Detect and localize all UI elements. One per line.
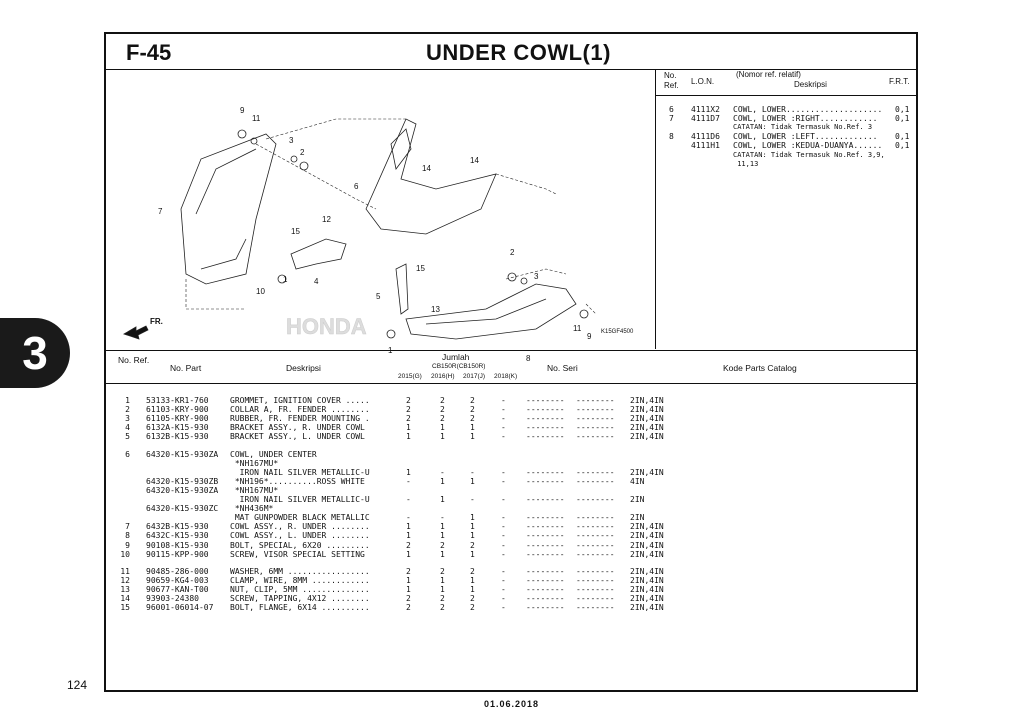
callout-1a: 1 bbox=[283, 275, 288, 284]
cell-kode: 2IN,4IN bbox=[630, 575, 664, 585]
cell-part: 90108-K15-930 bbox=[146, 540, 209, 550]
cell-q2: - bbox=[470, 467, 475, 477]
cell-q3: - bbox=[501, 584, 506, 594]
header-year-2018: 2018(K) bbox=[494, 373, 518, 380]
cell-q0: 1 bbox=[406, 522, 411, 532]
cell-q0: 1 bbox=[406, 423, 411, 433]
cell-desc: COWL ASSY., L. UNDER ........ bbox=[230, 531, 370, 541]
cell-q3: - bbox=[501, 603, 506, 613]
cell-s2: -------- bbox=[576, 603, 615, 613]
callout-5: 5 bbox=[376, 292, 381, 301]
table-row bbox=[106, 414, 916, 423]
cell-q1: 2 bbox=[440, 396, 445, 405]
cell-s1: -------- bbox=[526, 540, 565, 550]
cell-part: 90659-KG4-003 bbox=[146, 575, 209, 585]
callout-15a: 15 bbox=[291, 227, 300, 236]
cell-q3: - bbox=[501, 531, 506, 541]
header-noseri: No. Seri bbox=[547, 363, 578, 373]
cell-desc: COLLAR A, FR. FENDER ........ bbox=[230, 405, 370, 415]
cell-desc: COWL, UNDER CENTER bbox=[230, 449, 317, 459]
cell-q3: - bbox=[501, 549, 506, 559]
cell-desc: *NH167MU* bbox=[230, 485, 279, 495]
header-deskripsi: Deskripsi bbox=[286, 363, 321, 373]
table-row bbox=[106, 432, 916, 441]
center-cowl-shape bbox=[366, 119, 496, 234]
cell-kode: 2IN,4IN bbox=[630, 603, 664, 613]
cell-ref: 1 bbox=[125, 396, 130, 405]
cell-desc: SCREW, VISOR SPECIAL SETTING bbox=[230, 549, 365, 559]
cell-q2: 2 bbox=[470, 540, 475, 550]
chapter-tab: 3 bbox=[0, 318, 70, 388]
cell-s1: -------- bbox=[526, 414, 565, 424]
cell-ref: 8 bbox=[125, 531, 130, 541]
cell-ref: 10 bbox=[120, 549, 130, 559]
cell-ref: 7 bbox=[125, 522, 130, 532]
cell-part: 53133-KR1-760 bbox=[146, 396, 209, 405]
side-header-relatif: (Nomor ref. relatif) bbox=[736, 70, 801, 79]
cell-q0: 2 bbox=[406, 566, 411, 576]
cell-q0: - bbox=[406, 495, 411, 504]
callout-15b: 15 bbox=[416, 264, 425, 273]
page-title: UNDER COWL(1) bbox=[426, 40, 611, 65]
cell-q0: 2 bbox=[406, 405, 411, 415]
cell-q1: 2 bbox=[440, 594, 445, 603]
cell-s2: -------- bbox=[576, 584, 615, 594]
figure-code: F-45 bbox=[126, 40, 172, 65]
cell-q2: 1 bbox=[470, 513, 475, 523]
cell-kode: 2IN,4IN bbox=[630, 594, 664, 603]
cell-desc: MAT GUNPOWDER BLACK METALLIC bbox=[230, 513, 370, 523]
side-cell-ref: 8 bbox=[669, 132, 674, 141]
side-table-row bbox=[656, 123, 916, 132]
cell-q3: - bbox=[501, 396, 506, 405]
cell-s2: -------- bbox=[576, 414, 615, 424]
table-row bbox=[106, 405, 916, 414]
cell-q2: 2 bbox=[470, 414, 475, 424]
cell-q0: 1 bbox=[406, 575, 411, 585]
cell-q0: - bbox=[406, 513, 411, 523]
cell-q1: 2 bbox=[440, 414, 445, 424]
header-year-2016: 2016(H) bbox=[431, 373, 455, 380]
cell-ref: 15 bbox=[120, 603, 130, 613]
cell-q2: 1 bbox=[470, 584, 475, 594]
cell-ref: 4 bbox=[125, 423, 130, 433]
cell-part: 6432C-K15-930 bbox=[146, 531, 209, 541]
table-row bbox=[106, 504, 916, 513]
callout-11b: 11 bbox=[573, 324, 582, 333]
cell-q2: 1 bbox=[470, 423, 475, 433]
cell-q2: 2 bbox=[470, 603, 475, 613]
cell-q1: - bbox=[440, 513, 445, 523]
cell-s1: -------- bbox=[526, 522, 565, 532]
cell-desc: BRACKET ASSY., L. UNDER COWL bbox=[230, 432, 365, 442]
cell-desc: *NH167MU* bbox=[230, 458, 279, 468]
table-row bbox=[106, 486, 916, 495]
table-row bbox=[106, 567, 916, 576]
cell-ref: 13 bbox=[120, 584, 130, 594]
cell-kode: 2IN,4IN bbox=[630, 432, 664, 442]
cell-ref: 2 bbox=[125, 405, 130, 415]
cell-q3: - bbox=[501, 476, 506, 486]
cell-desc: *NH436M* bbox=[230, 504, 274, 514]
cell-part: 64320-K15-930ZB bbox=[146, 476, 219, 486]
cell-q1: 1 bbox=[440, 432, 445, 442]
cell-kode: 2IN,4IN bbox=[630, 584, 664, 594]
cell-q0: 2 bbox=[406, 396, 411, 405]
table-row bbox=[106, 423, 916, 432]
fr-label: FR. bbox=[150, 317, 163, 326]
table-row bbox=[106, 576, 916, 585]
header-cb-models: CB150R(CB150R) bbox=[432, 363, 486, 370]
cell-kode: 2IN bbox=[630, 495, 645, 504]
cell-desc: *NH196*..........ROSS WHITE bbox=[230, 476, 365, 486]
cell-q3: - bbox=[501, 414, 506, 424]
cell-desc: BRACKET ASSY., R. UNDER COWL bbox=[230, 423, 365, 433]
callout-9: 9 bbox=[240, 106, 245, 115]
cell-desc: CLAMP, WIRE, 8MM ............ bbox=[230, 575, 370, 585]
side-header-lon: L.O.N. bbox=[691, 77, 715, 86]
side-cell-lon: 4111D6 bbox=[691, 132, 720, 141]
cell-part: 90485-286-000 bbox=[146, 566, 209, 576]
cell-s1: -------- bbox=[526, 467, 565, 477]
cell-q1: 1 bbox=[440, 423, 445, 433]
side-cell-frt: 0,1 bbox=[895, 132, 910, 141]
callout-7: 7 bbox=[158, 207, 163, 216]
cell-desc: SCREW, TAPPING, 4X12 ........ bbox=[230, 594, 370, 603]
cell-part: 61103-KRY-900 bbox=[146, 405, 209, 415]
side-cell-desc: CATATAN: Tidak Termasuk No.Ref. 3 bbox=[733, 123, 873, 131]
cell-s1: -------- bbox=[526, 531, 565, 541]
table-row bbox=[106, 477, 916, 486]
header-jumlah: Jumlah bbox=[442, 352, 470, 362]
cell-part: 96001-06014-07 bbox=[146, 603, 214, 613]
cell-q1: 1 bbox=[440, 549, 445, 559]
side-cell-desc: COWL, LOWER :LEFT............. bbox=[733, 132, 878, 141]
cell-desc: BOLT, FLANGE, 6X14 .......... bbox=[230, 603, 370, 613]
table-row bbox=[106, 450, 916, 459]
cell-s2: -------- bbox=[576, 513, 615, 523]
side-table bbox=[656, 69, 916, 349]
table-row bbox=[106, 396, 916, 405]
cell-s1: -------- bbox=[526, 603, 565, 613]
cell-s2: -------- bbox=[576, 423, 615, 433]
table-row bbox=[106, 550, 916, 559]
cell-desc: RUBBER, FR. FENDER MOUNTING . bbox=[230, 414, 370, 424]
cell-q1: 1 bbox=[440, 584, 445, 594]
cell-s1: -------- bbox=[526, 584, 565, 594]
cell-kode: 2IN,4IN bbox=[630, 566, 664, 576]
cell-q1: 2 bbox=[440, 405, 445, 415]
cell-kode: 4IN bbox=[630, 476, 645, 486]
cell-ref: 14 bbox=[120, 594, 130, 603]
side-cell-desc: COWL, LOWER :KEDUA-DUANYA...... bbox=[733, 141, 883, 150]
diagram-ref-code: K15GF4500 bbox=[601, 329, 634, 335]
cell-q3: - bbox=[501, 575, 506, 585]
cell-s2: -------- bbox=[576, 575, 615, 585]
cell-kode: 2IN,4IN bbox=[630, 396, 664, 405]
cell-q0: 2 bbox=[406, 594, 411, 603]
cell-q3: - bbox=[501, 423, 506, 433]
cell-q0: 2 bbox=[406, 414, 411, 424]
cell-s1: -------- bbox=[526, 594, 565, 603]
side-cell-desc: 11,13 bbox=[733, 160, 759, 168]
callout-9b: 9 bbox=[587, 332, 592, 341]
side-cell-lon: 4111D7 bbox=[691, 114, 720, 123]
cell-s1: -------- bbox=[526, 476, 565, 486]
cell-q1: 2 bbox=[440, 540, 445, 550]
side-cell-frt: 0,1 bbox=[895, 114, 910, 123]
callout-8: 8 bbox=[526, 354, 531, 363]
header-year-2017: 2017(J) bbox=[463, 373, 486, 380]
cell-kode: 2IN bbox=[630, 513, 645, 523]
cell-s2: -------- bbox=[576, 495, 615, 504]
cell-q3: - bbox=[501, 467, 506, 477]
side-cell-ref: 7 bbox=[669, 114, 674, 123]
callout-12: 12 bbox=[322, 215, 331, 224]
cell-ref: 11 bbox=[120, 566, 130, 576]
side-cell-lon: 4111X2 bbox=[691, 105, 720, 114]
cell-s2: -------- bbox=[576, 549, 615, 559]
header-noref: No. Ref. bbox=[118, 355, 150, 365]
callout-2b: 2 bbox=[510, 248, 515, 257]
cell-q1: 2 bbox=[440, 566, 445, 576]
callout-2: 2 bbox=[300, 148, 305, 157]
front-arrow-icon bbox=[124, 326, 148, 339]
cell-s2: -------- bbox=[576, 432, 615, 442]
cell-q3: - bbox=[501, 513, 506, 523]
cell-q3: - bbox=[501, 432, 506, 442]
side-table-row bbox=[656, 114, 916, 123]
table-row bbox=[106, 541, 916, 550]
cell-part: 93903-24380 bbox=[146, 594, 199, 603]
bracket-right-shape bbox=[291, 239, 346, 269]
cell-part: 90115-KPP-900 bbox=[146, 549, 209, 559]
table-row bbox=[106, 468, 916, 477]
cell-s1: -------- bbox=[526, 405, 565, 415]
callout-13: 13 bbox=[431, 305, 440, 314]
cell-q0: 2 bbox=[406, 603, 411, 613]
cell-q0: 1 bbox=[406, 549, 411, 559]
watermark-text: HONDA bbox=[286, 314, 367, 339]
cell-desc: WASHER, 6MM ................. bbox=[230, 566, 370, 576]
callout-14b: 14 bbox=[470, 156, 479, 165]
cell-q3: - bbox=[501, 495, 506, 504]
table-row bbox=[106, 522, 916, 531]
cell-s2: -------- bbox=[576, 476, 615, 486]
cell-s2: -------- bbox=[576, 467, 615, 477]
table-row bbox=[106, 585, 916, 594]
cell-s2: -------- bbox=[576, 522, 615, 532]
callout-11: 11 bbox=[252, 114, 261, 123]
cell-kode: 2IN,4IN bbox=[630, 405, 664, 415]
table-row bbox=[106, 513, 916, 522]
callout-3b: 3 bbox=[534, 272, 539, 281]
cell-s1: -------- bbox=[526, 575, 565, 585]
callout-6: 6 bbox=[354, 182, 359, 191]
cell-ref: 6 bbox=[125, 449, 130, 459]
cell-q1: 1 bbox=[440, 495, 445, 504]
cell-q2: 2 bbox=[470, 594, 475, 603]
header-year-2015: 2015(G) bbox=[398, 373, 422, 380]
side-cell-desc: CATATAN: Tidak Termasuk No.Ref. 3,9, bbox=[733, 151, 885, 159]
cell-q2: 1 bbox=[470, 531, 475, 541]
table-row bbox=[106, 531, 916, 540]
cell-part: 64320-K15-930ZC bbox=[146, 504, 219, 514]
side-table-row bbox=[656, 132, 916, 141]
cell-s1: -------- bbox=[526, 513, 565, 523]
parts-sheet bbox=[104, 32, 918, 692]
side-header-deskripsi: Deskripsi bbox=[794, 80, 827, 89]
cell-ref: 9 bbox=[125, 540, 130, 550]
cell-q1: 1 bbox=[440, 476, 445, 486]
cell-q0: 1 bbox=[406, 467, 411, 477]
cell-part: 61105-KRY-900 bbox=[146, 414, 209, 424]
cell-s1: -------- bbox=[526, 423, 565, 433]
cell-q0: 2 bbox=[406, 540, 411, 550]
cell-s2: -------- bbox=[576, 540, 615, 550]
side-table-row bbox=[656, 151, 916, 160]
parts-table-header bbox=[106, 350, 916, 384]
side-table-row bbox=[656, 141, 916, 150]
cell-part: 64320-K15-930ZA bbox=[146, 449, 219, 459]
callout-4: 4 bbox=[314, 277, 319, 286]
cell-q3: - bbox=[501, 522, 506, 532]
cell-q1: 1 bbox=[440, 575, 445, 585]
cell-q0: 1 bbox=[406, 432, 411, 442]
cell-kode: 2IN,4IN bbox=[630, 540, 664, 550]
cell-desc: GROMMET, IGNITION COVER ..... bbox=[230, 396, 370, 405]
cell-part: 6432B-K15-930 bbox=[146, 522, 209, 532]
cell-kode: 2IN,4IN bbox=[630, 531, 664, 541]
cell-q2: 1 bbox=[470, 575, 475, 585]
cell-s2: -------- bbox=[576, 396, 615, 405]
cell-kode: 2IN,4IN bbox=[630, 467, 664, 477]
cell-s1: -------- bbox=[526, 495, 565, 504]
cell-s2: -------- bbox=[576, 594, 615, 603]
cell-s1: -------- bbox=[526, 396, 565, 405]
side-cell-frt: 0,1 bbox=[895, 141, 910, 150]
cell-part: 6132B-K15-930 bbox=[146, 432, 209, 442]
cell-s1: -------- bbox=[526, 432, 565, 442]
cell-ref: 3 bbox=[125, 414, 130, 424]
side-cell-desc: COWL, LOWER :RIGHT............ bbox=[733, 114, 878, 123]
cell-desc: BOLT, SPECIAL, 6X20 ......... bbox=[230, 540, 370, 550]
cell-q0: 1 bbox=[406, 584, 411, 594]
cell-q3: - bbox=[501, 540, 506, 550]
cell-q1: - bbox=[440, 467, 445, 477]
page-number: 124 bbox=[67, 678, 88, 692]
table-row bbox=[106, 594, 916, 603]
cell-q0: 1 bbox=[406, 531, 411, 541]
table-row bbox=[106, 459, 916, 468]
cell-q2: 1 bbox=[470, 549, 475, 559]
cell-q3: - bbox=[501, 566, 506, 576]
cell-q2: 2 bbox=[470, 566, 475, 576]
cell-part: 64320-K15-930ZA bbox=[146, 485, 219, 495]
cell-q0: - bbox=[406, 476, 411, 486]
table-row bbox=[106, 603, 916, 612]
cell-part: 90677-KAN-T00 bbox=[146, 584, 209, 594]
print-date: 01.06.2018 bbox=[484, 699, 540, 709]
side-cell-frt: 0,1 bbox=[895, 105, 910, 114]
sheet-header bbox=[106, 34, 916, 70]
side-table-row bbox=[656, 105, 916, 114]
cell-q2: 1 bbox=[470, 476, 475, 486]
callout-1b: 1 bbox=[388, 346, 393, 355]
cell-q2: 2 bbox=[470, 396, 475, 405]
cell-s2: -------- bbox=[576, 405, 615, 415]
cell-desc: NUT, CLIP, 5MM .............. bbox=[230, 584, 370, 594]
side-cell-lon: 4111H1 bbox=[691, 141, 720, 150]
cell-q2: 1 bbox=[470, 522, 475, 532]
header-nopart: No. Part bbox=[170, 363, 202, 373]
cell-s2: -------- bbox=[576, 531, 615, 541]
callout-14a: 14 bbox=[422, 164, 431, 173]
cell-desc: IRON NAIL SILVER METALLIC-U bbox=[230, 467, 370, 477]
cell-part: 6132A-K15-930 bbox=[146, 423, 209, 433]
cell-s1: -------- bbox=[526, 566, 565, 576]
cell-desc: COWL ASSY., R. UNDER ........ bbox=[230, 522, 370, 532]
cell-s1: -------- bbox=[526, 549, 565, 559]
header-kode: Kode Parts Catalog bbox=[723, 363, 797, 373]
bracket-left-shape bbox=[396, 264, 408, 314]
cell-q2: - bbox=[470, 495, 475, 504]
side-header-frt: F.R.T. bbox=[889, 77, 910, 86]
cell-kode: 2IN,4IN bbox=[630, 423, 664, 433]
cell-kode: 2IN,4IN bbox=[630, 522, 664, 532]
cell-s2: -------- bbox=[576, 566, 615, 576]
side-cell-ref: 6 bbox=[669, 105, 674, 114]
side-cell-desc: COWL, LOWER.................... bbox=[733, 105, 883, 114]
cell-kode: 2IN,4IN bbox=[630, 414, 664, 424]
side-header-noref: No. Ref. bbox=[664, 71, 679, 90]
cell-q3: - bbox=[501, 405, 506, 415]
cell-kode: 2IN,4IN bbox=[630, 549, 664, 559]
table-row bbox=[106, 495, 916, 504]
cell-ref: 5 bbox=[125, 432, 130, 442]
cell-q1: 2 bbox=[440, 603, 445, 613]
cell-ref: 12 bbox=[120, 575, 130, 585]
side-table-row bbox=[656, 160, 916, 169]
cell-q1: 1 bbox=[440, 531, 445, 541]
callout-10: 10 bbox=[256, 287, 265, 296]
cell-q3: - bbox=[501, 594, 506, 603]
cell-q2: 2 bbox=[470, 405, 475, 415]
cell-q2: 1 bbox=[470, 432, 475, 442]
side-table-header bbox=[656, 69, 916, 96]
cell-q1: 1 bbox=[440, 522, 445, 532]
cell-desc: IRON NAIL SILVER METALLIC-U bbox=[230, 495, 370, 504]
callout-3: 3 bbox=[289, 136, 294, 145]
